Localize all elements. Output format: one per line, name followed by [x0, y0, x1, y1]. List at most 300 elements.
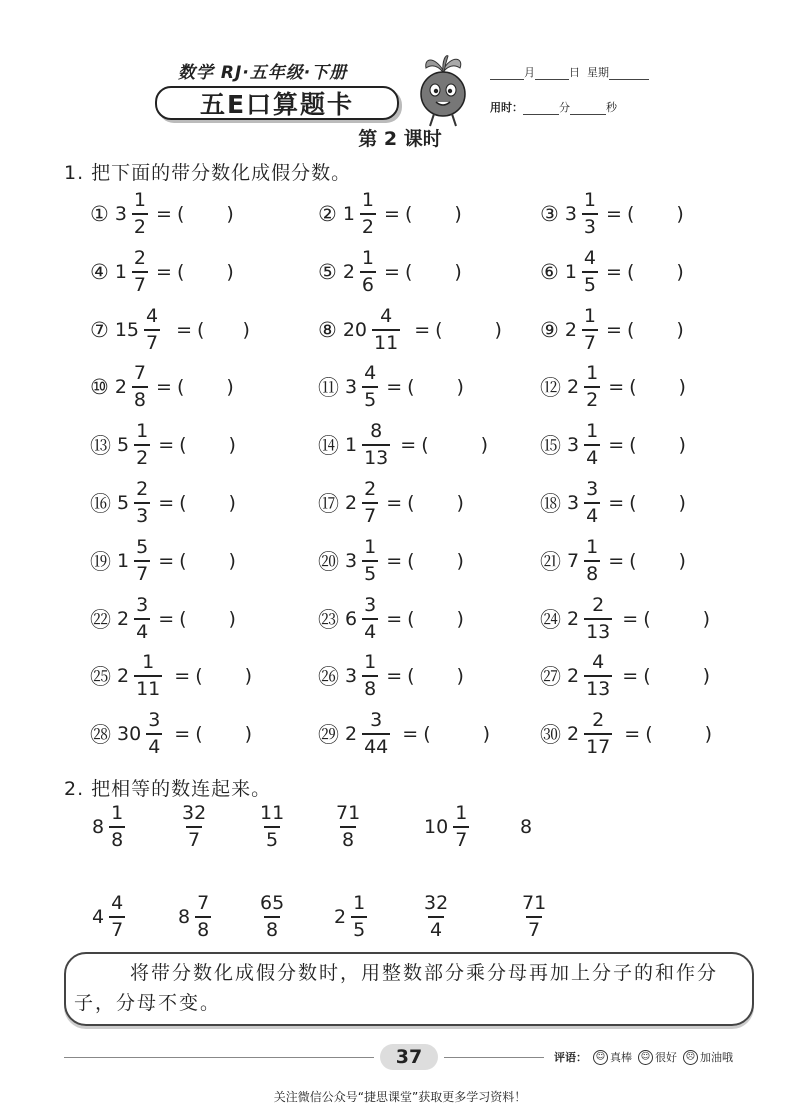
numerator: 4 [380, 304, 393, 327]
answer-open-paren: ( [179, 492, 187, 514]
numerator: 71 [336, 802, 361, 824]
numerator: 2 [133, 246, 147, 269]
answer-open-paren: ( [176, 376, 185, 399]
whole-number: 8 [178, 906, 191, 928]
answer-close-paren: ) [456, 492, 464, 514]
denominator: 8 [584, 560, 600, 584]
denominator: 8 [109, 826, 125, 850]
numerator: 1 [136, 420, 149, 443]
fraction [351, 894, 367, 940]
equals-sign: = [386, 665, 403, 688]
equals-sign: = [158, 434, 175, 457]
equals-sign: = [606, 318, 622, 341]
numerator: 3 [148, 709, 161, 732]
denominator: 8 [340, 826, 356, 850]
answer-close-paren: ) [676, 203, 684, 225]
answer-open-paren: ( [407, 607, 415, 630]
equals-sign: = [608, 492, 625, 514]
problem-item [90, 651, 253, 701]
problem-number: ① [90, 202, 109, 226]
equals-sign: = [176, 318, 193, 341]
whole-number: 8 [92, 816, 105, 838]
answer-open-paren: ( [176, 203, 185, 225]
answer-open-paren: ( [626, 318, 635, 341]
fraction [362, 364, 378, 410]
fraction [584, 480, 600, 526]
problem-item [90, 304, 250, 354]
time-line: 用时： 分 秒 [490, 101, 617, 114]
numerator: 7 [197, 892, 210, 914]
whole-number: 1 [342, 203, 355, 225]
whole-number: 2 [564, 318, 577, 341]
tip-text: 将带分数化成假分数时，用整数部分乘分母再加上分子的和作分子，分母不变。 [74, 962, 719, 1014]
equals-sign: = [156, 376, 172, 399]
answer-close-paren: ) [228, 549, 236, 572]
numerator: 1 [111, 802, 124, 824]
fraction [520, 894, 548, 940]
answer-open-paren: ( [643, 665, 651, 688]
whole-number: 2 [342, 260, 355, 283]
problem-item [540, 478, 686, 527]
equals-sign: = [608, 376, 625, 399]
problem-item [90, 478, 236, 527]
denominator: 2 [134, 444, 150, 468]
footer-note: 关注微信公众号“捷思课堂”获取更多学习资料！ [273, 1090, 527, 1104]
fraction [362, 593, 378, 643]
fraction [372, 304, 400, 354]
denominator: 2 [360, 213, 376, 237]
whole-number: 30 [117, 723, 142, 746]
fraction [362, 653, 378, 699]
numerator: 4 [364, 362, 377, 385]
fraction [582, 304, 598, 354]
fraction [134, 653, 162, 699]
problem-item [540, 362, 686, 412]
problem-item [318, 478, 464, 527]
denominator: 7 [134, 560, 150, 584]
problem-number: ⑬ [90, 434, 111, 459]
problem-item [540, 709, 713, 759]
radish-mascot-icon [412, 50, 474, 128]
equals-sign: = [174, 665, 191, 688]
equals-sign: = [174, 723, 191, 746]
numerator: 1 [361, 246, 375, 269]
numerator: 5 [136, 535, 149, 558]
answer-close-paren: ) [702, 607, 711, 630]
problem-item [90, 362, 234, 412]
numerator: 1 [583, 189, 597, 211]
problem-item [540, 189, 684, 238]
equals-sign: = [622, 665, 639, 688]
numerator: 1 [583, 304, 597, 327]
denominator: 4 [362, 618, 378, 642]
answer-close-paren: ) [244, 665, 253, 688]
fraction [360, 246, 376, 296]
denominator: 4 [428, 916, 444, 940]
fraction [584, 653, 612, 699]
problem-item [318, 189, 462, 238]
answer-close-paren: ) [702, 665, 711, 688]
equals-sign: = [608, 434, 625, 457]
fraction [109, 894, 125, 940]
answer-open-paren: ( [407, 665, 415, 688]
equals-sign: = [606, 260, 622, 283]
answer-close-paren: ) [480, 434, 489, 457]
happy-face-icon: ☺ [638, 1050, 653, 1065]
numerator: 1 [455, 802, 468, 824]
answer-open-paren: ( [629, 549, 637, 572]
problem-item [90, 535, 236, 585]
fraction [453, 804, 469, 850]
answer-open-paren: ( [407, 492, 415, 514]
problem-number: ② [318, 202, 337, 226]
fraction [584, 535, 600, 585]
denominator: 17 [584, 733, 612, 757]
answer-close-paren: ) [226, 260, 234, 283]
problem-item [540, 535, 686, 585]
footer-divider-right [444, 1057, 544, 1058]
equals-sign: = [386, 549, 403, 572]
problem-number: ⑪ [318, 376, 339, 401]
denominator: 11 [134, 675, 162, 699]
problem-item [540, 593, 711, 643]
fraction [584, 364, 600, 410]
answer-open-paren: ( [404, 260, 413, 283]
problem-item [540, 246, 684, 296]
problem-number: ③ [540, 202, 559, 226]
answer-close-paren: ) [226, 376, 234, 399]
answer-open-paren: ( [629, 434, 637, 457]
answer-close-paren: ) [456, 607, 464, 630]
fraction [258, 804, 286, 850]
answer-open-paren: ( [435, 318, 443, 341]
denominator: 7 [526, 916, 542, 940]
whole-number: 4 [92, 906, 105, 928]
answer-open-paren: ( [179, 607, 187, 630]
equals-sign: = [606, 203, 622, 225]
answer-close-paren: ) [678, 434, 686, 457]
numerator: 1 [586, 362, 599, 385]
answer-close-paren: ) [456, 549, 464, 572]
answer-close-paren: ) [228, 607, 236, 630]
denominator: 7 [144, 329, 160, 353]
problem-number: ⑭ [318, 434, 339, 459]
equals-sign: = [624, 723, 641, 746]
answer-close-paren: ) [704, 723, 713, 746]
match-item-top[interactable] [92, 804, 129, 850]
answer-open-paren: ( [643, 607, 651, 630]
fraction [584, 711, 612, 757]
fraction [144, 304, 160, 354]
answer-close-paren: ) [228, 434, 236, 457]
numerator: 1 [586, 535, 599, 558]
problem-number: ⑯ [90, 492, 111, 516]
fraction [422, 894, 450, 940]
answer-close-paren: ) [678, 376, 686, 399]
numerator: 4 [583, 246, 597, 269]
answer-open-paren: ( [626, 203, 635, 225]
problem-number: ㉘ [90, 723, 111, 748]
problem-item [318, 246, 462, 296]
fraction [180, 804, 208, 850]
match-item-bottom[interactable] [334, 894, 371, 940]
whole-number: 5 [117, 492, 130, 514]
numerator: 1 [361, 189, 375, 211]
match-item-top[interactable] [334, 804, 366, 850]
fraction [109, 804, 125, 850]
whole-number: 2 [345, 723, 358, 746]
match-item-bottom[interactable] [258, 894, 290, 940]
numerator: 3 [586, 478, 599, 500]
problem-number: ㉙ [318, 723, 339, 748]
denominator: 4 [146, 733, 162, 757]
denominator: 7 [453, 826, 469, 850]
problem-number: ㉚ [540, 723, 561, 748]
match-item-bottom[interactable] [178, 894, 215, 940]
answer-open-paren: ( [197, 318, 205, 341]
match-item-top[interactable] [180, 804, 212, 850]
footer-divider-left [64, 1057, 374, 1058]
answer-close-paren: ) [244, 723, 253, 746]
problem-number: ⑳ [318, 549, 339, 574]
equals-sign: = [414, 318, 431, 341]
problem-number: ⑰ [318, 492, 339, 516]
denominator: 3 [134, 502, 150, 526]
numerator: 1 [364, 535, 377, 558]
fraction [582, 191, 598, 237]
denominator: 13 [584, 618, 612, 642]
fraction [582, 246, 598, 296]
numerator: 4 [111, 892, 124, 914]
whole-number: 10 [424, 816, 449, 838]
problem-number: ㉗ [540, 665, 561, 690]
numerator: 32 [424, 892, 449, 914]
answer-close-paren: ) [676, 260, 684, 283]
answer-open-paren: ( [179, 549, 187, 572]
numerator: 4 [146, 304, 159, 327]
problem-item [540, 304, 684, 354]
problem-number: ⑮ [540, 434, 561, 459]
fraction [132, 364, 148, 410]
problem-number: ㉑ [540, 549, 561, 574]
fraction [362, 480, 378, 526]
numerator: 8 [370, 420, 383, 443]
answer-open-paren: ( [421, 434, 429, 457]
whole-number: 1 [564, 260, 577, 283]
whole-number: 3 [345, 665, 358, 688]
answer-open-paren: ( [176, 260, 185, 283]
answer-open-paren: ( [626, 260, 635, 283]
lesson-title: 第 2 课时 [358, 128, 442, 150]
fraction [132, 191, 148, 237]
whole-number: 15 [114, 318, 140, 341]
equals-sign: = [622, 607, 639, 630]
numerator: 3 [136, 593, 149, 616]
fraction [134, 480, 150, 526]
whole-number: 2 [117, 665, 130, 688]
answer-open-paren: ( [645, 723, 653, 746]
equals-sign: = [386, 376, 403, 399]
whole-number: 2 [345, 492, 358, 514]
fraction [584, 593, 612, 643]
fraction [134, 593, 150, 643]
whole-number: 3 [564, 203, 577, 225]
numerator: 71 [522, 892, 547, 914]
problem-item [318, 709, 491, 759]
problem-number: ㉒ [90, 607, 111, 632]
match-item-top[interactable] [424, 804, 473, 850]
answer-close-paren: ) [678, 492, 686, 514]
whole-number: 1 [114, 260, 127, 283]
whole-number: 2 [567, 607, 580, 630]
equals-sign: = [386, 607, 403, 630]
denominator: 2 [132, 213, 148, 237]
whole-number: 5 [117, 434, 130, 457]
problem-item [90, 189, 234, 238]
answer-close-paren: ) [454, 203, 462, 225]
problem-item [90, 420, 236, 470]
denominator: 8 [362, 675, 378, 699]
answer-open-paren: ( [629, 492, 637, 514]
fraction [362, 535, 378, 585]
match-item-top[interactable] [520, 804, 537, 850]
card-title: 五E口算题卡 [155, 86, 399, 120]
problem-item [540, 651, 711, 701]
fraction [360, 191, 376, 237]
whole-number: 3 [345, 549, 358, 572]
problem-number: ⑥ [540, 259, 559, 284]
denominator: 4 [584, 502, 600, 526]
numerator: 1 [364, 651, 377, 674]
whole-number: 3 [567, 434, 580, 457]
denominator: 5 [582, 271, 598, 295]
denominator: 13 [584, 675, 612, 699]
denominator: 7 [186, 826, 202, 850]
answer-close-paren: ) [482, 723, 491, 746]
problem-item [318, 535, 464, 585]
problem-number: ⑲ [90, 549, 111, 574]
numerator: 2 [592, 709, 605, 732]
problem-item [90, 593, 236, 643]
denominator: 11 [372, 329, 400, 353]
answer-close-paren: ) [228, 492, 236, 514]
match-item-bottom[interactable] [520, 894, 552, 940]
denominator: 44 [362, 733, 390, 757]
problem-number: ⑱ [540, 492, 561, 516]
problem-item [318, 651, 464, 701]
problem-number: ㉕ [90, 665, 111, 690]
denominator: 3 [582, 213, 598, 237]
denominator: 7 [132, 271, 148, 295]
whole-number: 8 [520, 816, 533, 838]
answer-open-paren: ( [195, 723, 203, 746]
problem-item [318, 362, 464, 412]
denominator: 7 [582, 329, 598, 353]
denominator: 4 [584, 444, 600, 468]
answer-close-paren: ) [226, 203, 234, 225]
problem-item [90, 246, 234, 296]
whole-number: 20 [342, 318, 368, 341]
answer-open-paren: ( [629, 376, 637, 399]
answer-open-paren: ( [423, 723, 431, 746]
fraction [584, 422, 600, 468]
answer-open-paren: ( [404, 203, 413, 225]
equals-sign: = [158, 607, 175, 630]
equals-sign: = [386, 492, 403, 514]
equals-sign: = [158, 492, 175, 514]
match-item-bottom[interactable] [92, 894, 129, 940]
match-item-bottom[interactable] [422, 894, 454, 940]
fraction [362, 422, 390, 468]
numerator: 11 [260, 802, 285, 824]
denominator: 5 [264, 826, 280, 850]
whole-number: 2 [117, 607, 130, 630]
equals-sign: = [400, 434, 417, 457]
answer-close-paren: ) [494, 318, 502, 341]
numerator: 2 [136, 478, 149, 500]
whole-number: 1 [117, 549, 130, 572]
denominator: 8 [132, 386, 148, 410]
answer-open-paren: ( [407, 549, 415, 572]
fraction [134, 422, 150, 468]
whole-number: 2 [567, 723, 580, 746]
problem-number: ⑧ [318, 317, 337, 342]
equals-sign: = [156, 203, 172, 225]
numerator: 7 [133, 362, 147, 385]
cheer-face-icon: ☹ [683, 1050, 698, 1065]
equals-sign: = [402, 723, 419, 746]
problem-number: ⑦ [90, 317, 109, 342]
denominator: 4 [134, 618, 150, 642]
answer-close-paren: ) [678, 549, 686, 572]
denominator: 8 [195, 916, 211, 940]
numerator: 2 [364, 478, 377, 500]
denominator: 5 [362, 386, 378, 410]
question-2-title: 2. 把相等的数连起来。 [64, 778, 272, 800]
equals-sign: = [384, 203, 400, 225]
fraction [132, 246, 148, 296]
question-1-title: 1. 把下面的带分数化成假分数。 [64, 162, 352, 184]
rating-row: 评语： ☺ 真棒 ☺ 很好 ☹ 加油哦 [554, 1051, 733, 1064]
match-item-top[interactable] [258, 804, 290, 850]
problem-number: ㉔ [540, 607, 561, 632]
answer-close-paren: ) [454, 260, 462, 283]
numerator: 1 [353, 892, 366, 914]
numerator: 3 [370, 709, 383, 732]
numerator: 2 [592, 593, 605, 616]
numerator: 32 [182, 802, 207, 824]
numerator: 4 [592, 651, 605, 674]
fraction [258, 894, 286, 940]
whole-number: 2 [114, 376, 127, 399]
problem-number: ㉖ [318, 665, 339, 690]
book-subtitle: 数学 RJ·五年级·下册 [178, 63, 348, 83]
equals-sign: = [156, 260, 172, 283]
denominator: 7 [362, 502, 378, 526]
problem-number: ⑫ [540, 376, 561, 401]
numerator: 1 [586, 420, 599, 443]
whole-number: 2 [334, 906, 347, 928]
denominator: 5 [362, 560, 378, 584]
denominator: 5 [351, 916, 367, 940]
whole-number: 1 [345, 434, 358, 457]
smile-face-icon: ☺ [593, 1050, 608, 1065]
answer-open-paren: ( [195, 665, 203, 688]
numerator: 1 [142, 651, 155, 674]
denominator: 8 [264, 916, 280, 940]
answer-close-paren: ) [456, 665, 464, 688]
problem-number: ⑨ [540, 317, 559, 342]
